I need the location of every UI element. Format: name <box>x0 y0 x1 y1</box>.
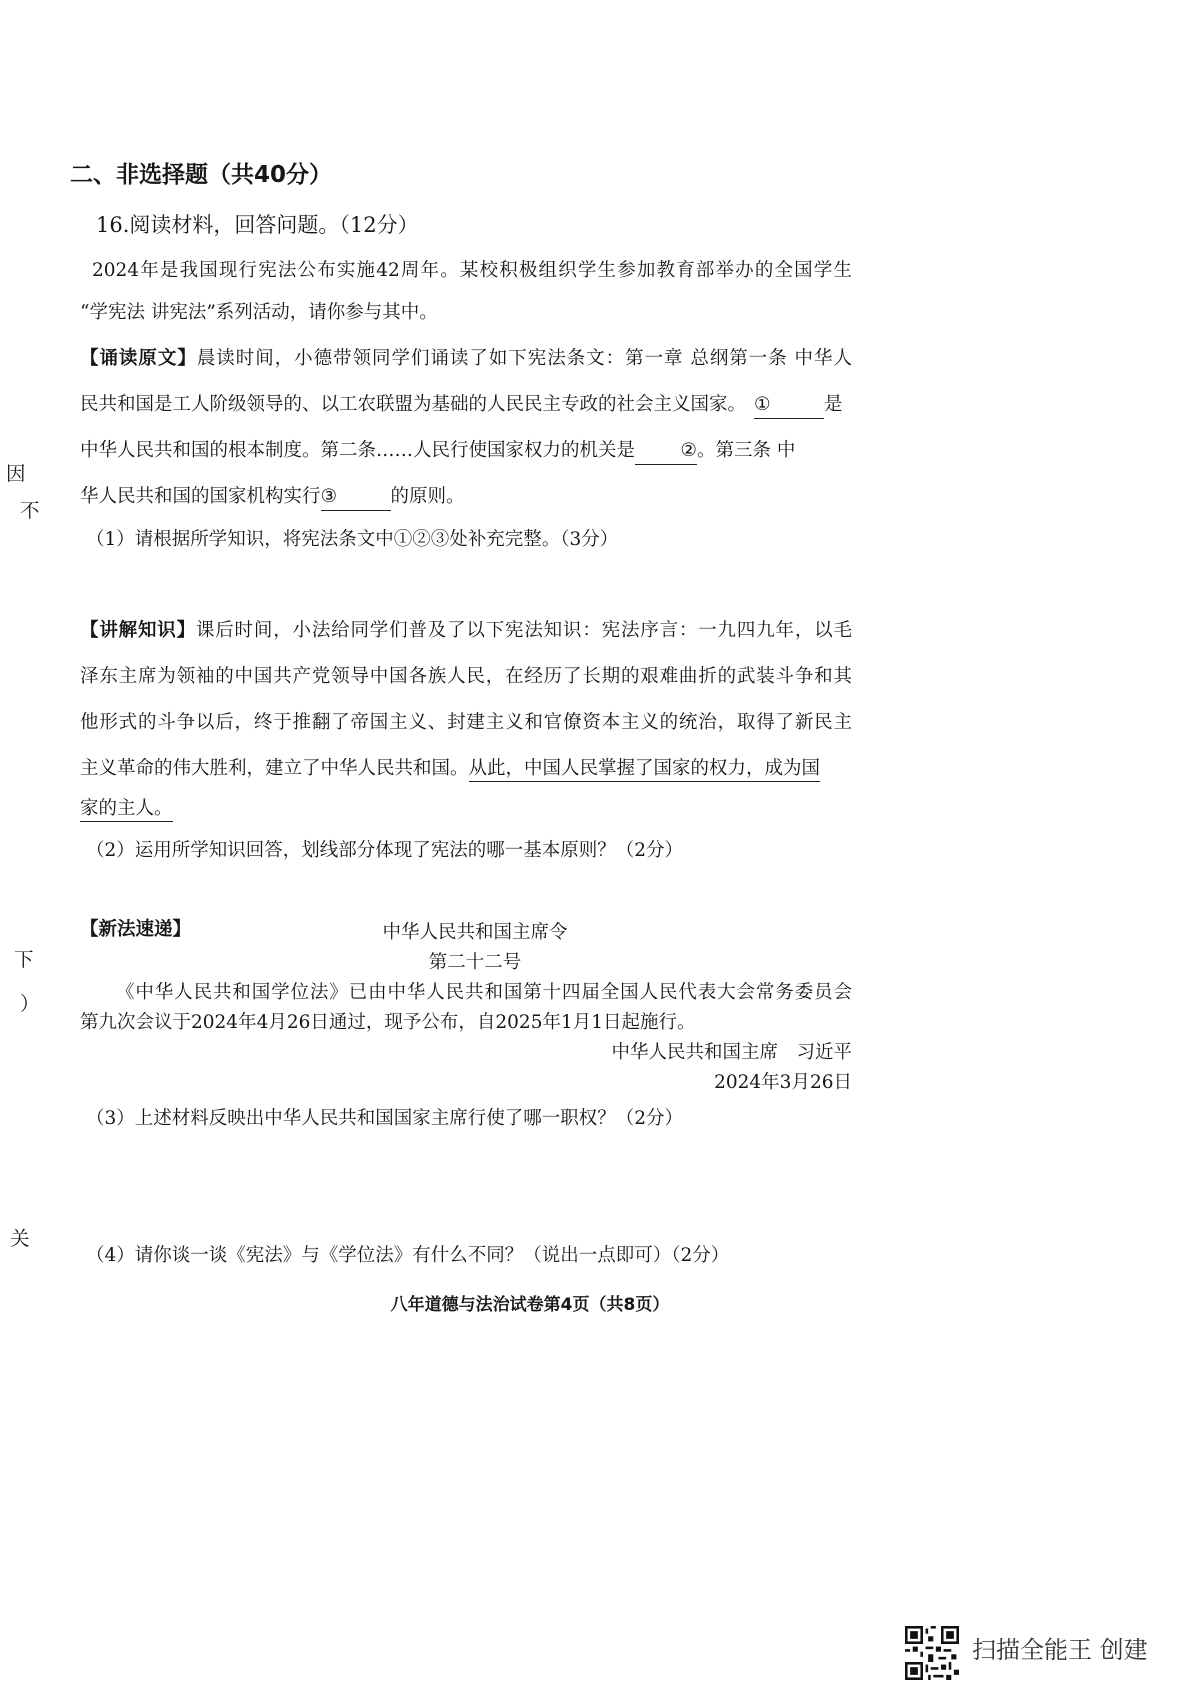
sub-question-4: （4）请你谈一谈《宪法》与《学位法》有什么不同？（说出一点即可）（2分） <box>86 1245 730 1266</box>
question-title: 16.阅读材料，回答问题。（12分） <box>96 213 419 237</box>
qr-code-icon <box>905 1626 959 1680</box>
part2-line-5 <box>80 796 173 822</box>
margin-char: 不 <box>20 499 40 522</box>
part1-line-2: 民共和国是工人阶级领导的、以工农联盟为基础的人民民主专政的社会主义国家。 ① 是 <box>80 392 852 419</box>
part3-tag: 【新法速递】 <box>80 919 192 940</box>
sub-question-3: （3）上述材料反映出中华人民共和国国家主席行使了哪一职权？（2分） <box>86 1108 684 1129</box>
margin-char: 因 <box>6 462 26 485</box>
intro-line-1: 2024年是我国现行宪法公布实施42周年。某校积极组织学生参加教育部举办的全国学生 <box>92 260 852 281</box>
part1-line-3: 中华人民共和国的根本制度。第二条……人民行使国家权力的机关是 ②。第三条 中 <box>80 438 852 465</box>
page-footer: 八年道德与法治试卷第4页（共8页） <box>390 1295 670 1315</box>
sub-question-1: （1）请根据所学知识，将宪法条文中①②③处补充完整。（3分） <box>86 529 619 550</box>
order-signer: 中华人民共和国主席 习近平 <box>611 1042 852 1063</box>
part1-tag: 【诵读原文】 <box>80 348 197 369</box>
section-title: 二、非选择题（共40分） <box>70 162 333 188</box>
part2-line-4: 主义革命的伟大胜利，建立了中华人民共和国。从此，中国人民掌握了国家的权力，成为国 <box>80 756 820 782</box>
order-number: 第二十二号 <box>428 952 522 973</box>
answer-blank-3[interactable]: ③ <box>321 484 391 511</box>
answer-blank-2[interactable]: ② <box>635 438 697 465</box>
part2-line-3: 他形式的斗争以后，终于推翻了帝国主义、封建主义和官僚资本主义的统治，取得了新民主 <box>80 712 852 733</box>
order-body-line-1: 《中华人民共和国学位法》已由中华人民共和国第十四届全国人民代表大会常务委员会 <box>116 982 852 1003</box>
part2-line-1: 【讲解知识】课后时间，小法给同学们普及了以下宪法知识：宪法序言：一九四九年，以毛 <box>80 620 852 641</box>
margin-char: ） <box>20 992 40 1015</box>
margin-char: 下 <box>14 948 34 971</box>
watermark-text: 扫描全能王 创建 <box>972 1636 1148 1664</box>
order-body-line-2: 第九次会议于2024年4月26日通过，现予公布，自2025年1月1日起施行。 <box>80 1012 696 1033</box>
part2-line-2: 泽东主席为领袖的中国共产党领导中国各族人民，在经历了长期的艰难曲折的武装斗争和其 <box>80 666 852 687</box>
order-date: 2024年3月26日 <box>714 1072 852 1093</box>
part1-line-1: 【诵读原文】晨读时间，小德带领同学们诵读了如下宪法条文：第一章 总纲第一条 中华人 <box>80 348 852 369</box>
part1-line-4: 华人民共和国的国家机构实行③ 的原则。 <box>80 484 465 511</box>
part2-tag: 【讲解知识】 <box>80 620 196 641</box>
margin-char: 关 <box>10 1227 30 1250</box>
intro-line-2: “学宪法 讲宪法”系列活动，请你参与其中。 <box>80 302 438 323</box>
underlined-text: 家的主人。 <box>80 798 173 822</box>
answer-blank-1[interactable]: ① <box>754 392 824 419</box>
sub-question-2: （2）运用所学知识回答，划线部分体现了宪法的哪一基本原则？（2分） <box>86 840 684 861</box>
underlined-text: 从此，中国人民掌握了国家的权力，成为国 <box>469 758 821 782</box>
order-title: 中华人民共和国主席令 <box>382 922 568 943</box>
